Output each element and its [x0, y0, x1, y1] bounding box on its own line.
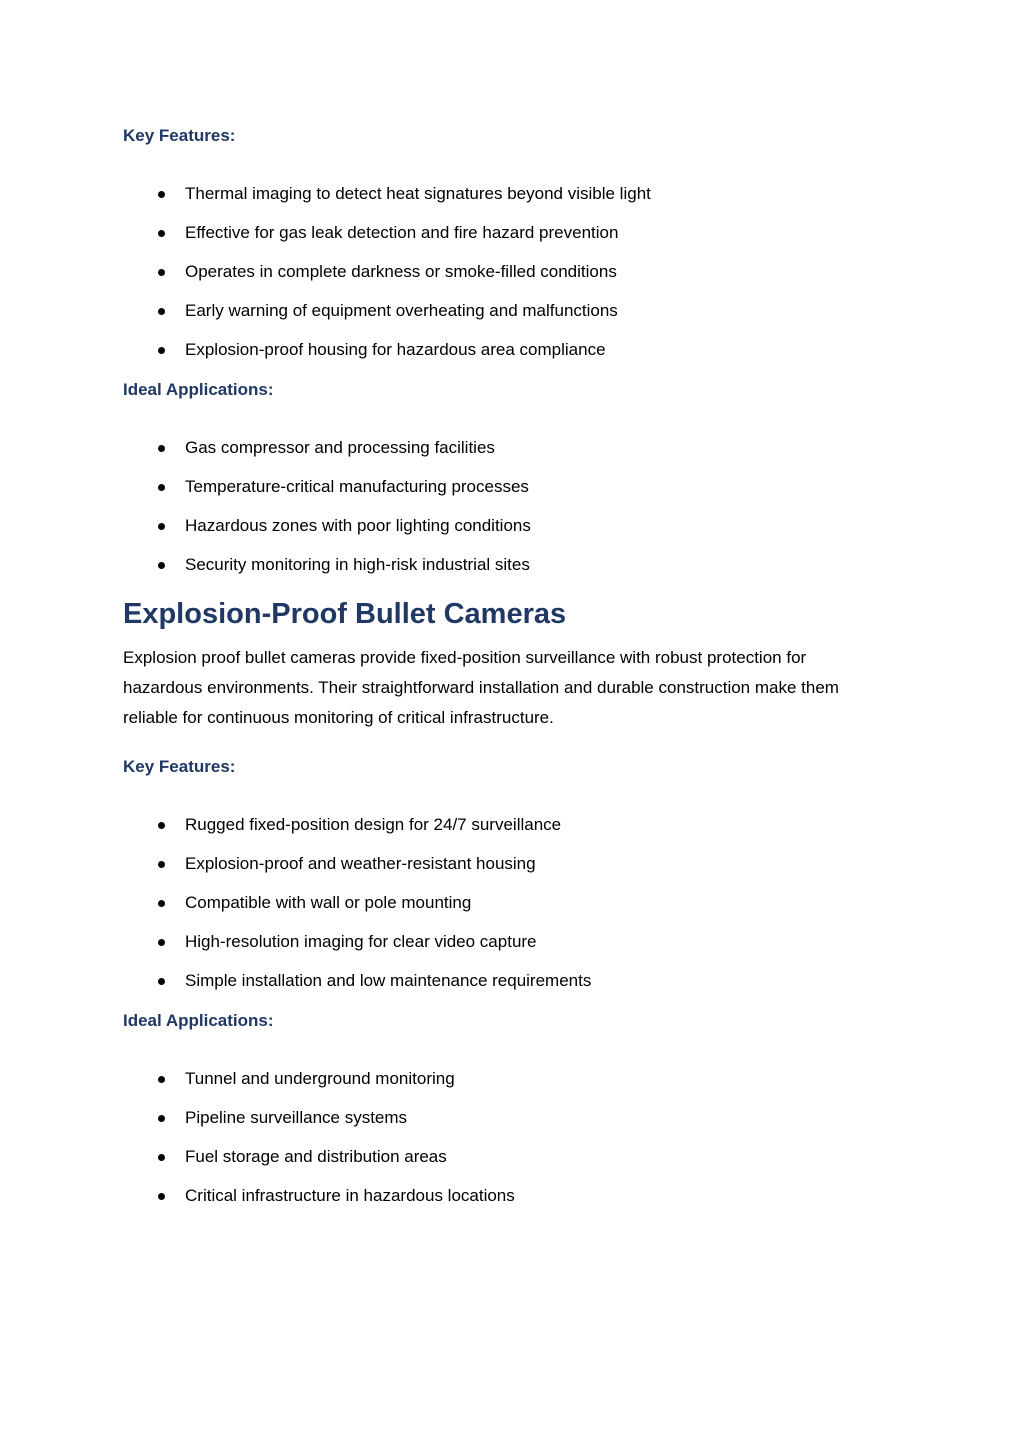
bullet-marker	[123, 932, 185, 952]
bullet-marker	[123, 1069, 185, 1089]
bullet-marker	[123, 1147, 185, 1167]
list-item	[123, 516, 901, 536]
list-item-text: Critical infrastructure in hazardous locations	[185, 1186, 515, 1205]
paragraph-line: reliable for continuous monitoring of critical infrastructure.	[123, 708, 554, 727]
list-item	[123, 555, 901, 575]
bullet-list-ideal-applications-2	[123, 1069, 901, 1206]
list-item-text: Early warning of equipment overheating and malfunctions	[185, 301, 618, 320]
list-item-text: Explosion-proof housing for hazardous area compliance	[185, 340, 606, 359]
bullet-marker	[123, 223, 185, 243]
list-item-text: Hazardous zones with poor lighting conditions	[185, 516, 531, 535]
bullet-marker	[123, 1186, 185, 1206]
bullet-marker	[123, 438, 185, 458]
list-item	[123, 815, 901, 835]
bullet-marker	[123, 262, 185, 282]
bullet-marker	[123, 340, 185, 360]
list-item	[123, 223, 901, 243]
list-item-text: Tunnel and underground monitoring	[185, 1069, 455, 1088]
list-item-text: Rugged fixed-position design for 24/7 surveillance	[185, 815, 562, 834]
list-item-text: Temperature-critical manufacturing processes	[185, 477, 529, 496]
list-item	[123, 854, 901, 874]
list-item-text: Fuel storage and distribution areas	[185, 1147, 447, 1166]
bullet-marker	[123, 516, 185, 536]
list-item-text: High-resolution imaging for clear video capture	[185, 932, 537, 951]
bullet-marker	[123, 477, 185, 497]
section-heading-key-features-1: Key Features:	[123, 126, 236, 145]
list-item	[123, 1108, 901, 1128]
list-item-text: Gas compressor and processing facilities	[185, 438, 495, 457]
bullet-marker	[123, 893, 185, 913]
intro-paragraph	[123, 643, 901, 733]
list-item-text: Simple installation and low maintenance requirements	[185, 971, 592, 990]
paragraph-line: Explosion proof bullet cameras provide fixed-position surveillance with robust protection for	[123, 648, 807, 667]
page-title: Explosion-Proof Bullet Cameras	[123, 598, 567, 630]
list-item	[123, 438, 901, 458]
list-item-text: Operates in complete darkness or smoke-filled conditions	[185, 262, 617, 281]
bullet-marker	[123, 1108, 185, 1128]
bullet-marker	[123, 184, 185, 204]
bullet-marker	[123, 555, 185, 575]
list-item	[123, 932, 901, 952]
bullet-marker	[123, 815, 185, 835]
list-item	[123, 340, 901, 360]
list-item	[123, 262, 901, 282]
list-item	[123, 1147, 901, 1167]
list-item	[123, 301, 901, 321]
bullet-list-key-features-1	[123, 184, 901, 360]
bullet-marker	[123, 301, 185, 321]
list-item	[123, 184, 901, 204]
list-item-text: Explosion-proof and weather-resistant housing	[185, 854, 536, 873]
list-item	[123, 971, 901, 991]
list-item	[123, 893, 901, 913]
paragraph-line: hazardous environments. Their straightforward installation and durable construction make them	[123, 678, 839, 697]
list-item-text: Security monitoring in high-risk industrial sites	[185, 555, 530, 574]
section-heading-ideal-applications-1: Ideal Applications:	[123, 380, 274, 399]
list-item	[123, 477, 901, 497]
list-item-text: Pipeline surveillance systems	[185, 1108, 408, 1127]
list-item	[123, 1069, 901, 1089]
list-item-text: Compatible with wall or pole mounting	[185, 893, 472, 912]
bullet-list-ideal-applications-1	[123, 438, 901, 575]
bullet-list-key-features-2	[123, 815, 901, 991]
section-heading-key-features-2: Key Features:	[123, 757, 236, 776]
list-item-text: Thermal imaging to detect heat signatures beyond visible light	[185, 184, 651, 203]
bullet-marker	[123, 854, 185, 874]
bullet-marker	[123, 971, 185, 991]
list-item	[123, 1186, 901, 1206]
section-heading-ideal-applications-2: Ideal Applications:	[123, 1011, 274, 1030]
list-item-text: Effective for gas leak detection and fire hazard prevention	[185, 223, 619, 242]
